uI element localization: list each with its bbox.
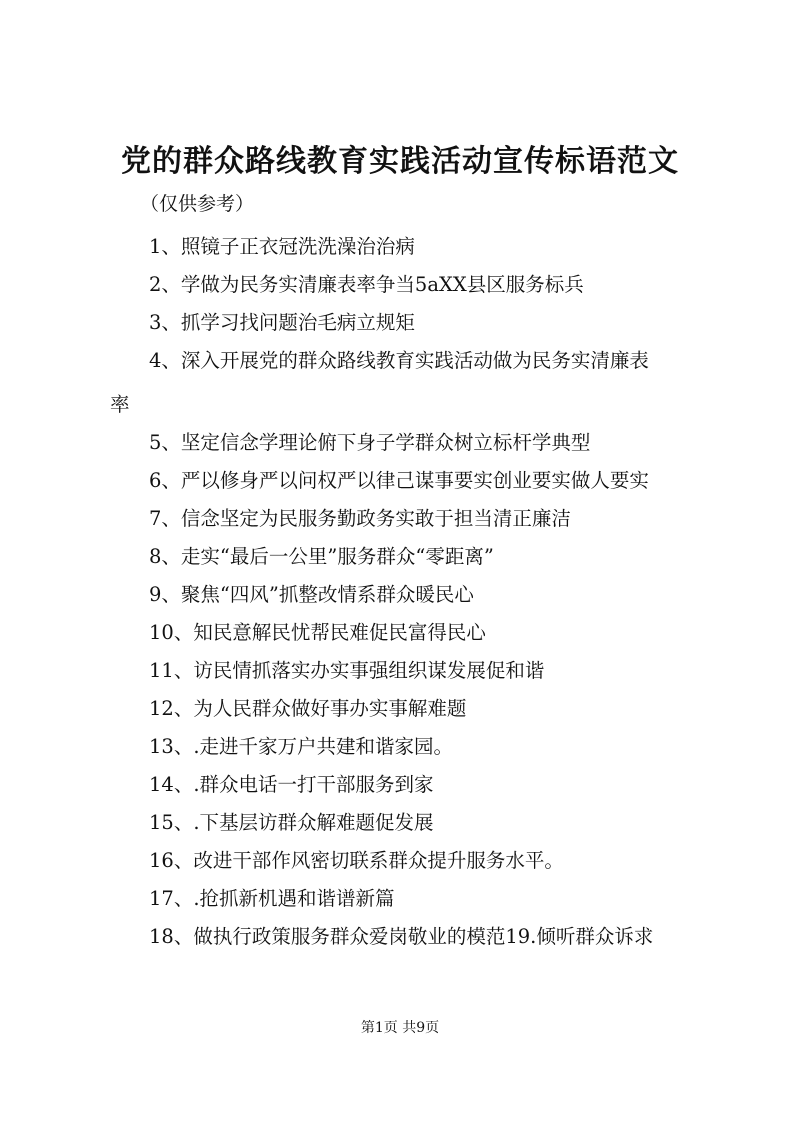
slogan-item-7: 7、信念坚定为民服务勤政务实敢于担当清正廉洁 bbox=[149, 507, 571, 530]
slogan-item-11: 11、访民情抓落实办实事强组织谋发展促和谐 bbox=[149, 659, 545, 682]
slogan-list bbox=[0, 228, 800, 956]
slogan-item-13: 13、.走进千家万户共建和谐家园。 bbox=[149, 735, 454, 758]
slogan-item-1: 1、照镜子正衣冠洗洗澡治治病 bbox=[149, 235, 415, 258]
slogan-item-4 bbox=[0, 342, 800, 424]
slogan-item-6: 6、严以修身严以问权严以律己谋事要实创业要实做人要实 bbox=[149, 469, 649, 492]
slogan-item-5: 5、坚定信念学理论俯下身子学群众树立标杆学典型 bbox=[149, 431, 591, 454]
slogan-item-3: 3、抓学习找问题治毛病立规矩 bbox=[149, 311, 415, 334]
slogan-item-12: 12、为人民群众做好事办实事解难题 bbox=[149, 697, 467, 720]
document-subtitle: （仅供参考） bbox=[140, 193, 255, 215]
slogan-item-14: 14、.群众电话一打干部服务到家 bbox=[149, 773, 434, 796]
slogan-item-4-line-2: 率 bbox=[110, 393, 130, 416]
slogan-item-9: 9、聚焦“四风”抓整改情系群众暖民心 bbox=[149, 583, 474, 606]
slogan-item-4-line-1: 4、深入开展党的群众路线教育实践活动做为民务实清廉表 bbox=[149, 349, 649, 372]
slogan-item-10: 10、知民意解民忧帮民难促民富得民心 bbox=[149, 621, 486, 644]
slogan-item-17: 17、.抢抓新机遇和谐谱新篇 bbox=[149, 887, 395, 910]
slogan-item-16: 16、改进干部作风密切联系群众提升服务水平。 bbox=[149, 849, 564, 872]
document-title: 党的群众路线教育实践活动宣传标语范文 bbox=[121, 144, 679, 179]
page-footer: 第1页 共9页 bbox=[360, 1020, 440, 1036]
slogan-item-15: 15、.下基层访群众解难题促发展 bbox=[149, 811, 434, 834]
slogan-item-2: 2、学做为民务实清廉表率争当5aXX县区服务标兵 bbox=[149, 273, 584, 296]
slogan-item-18: 18、做执行政策服务群众爱岗敬业的模范19.倾听群众诉求 bbox=[149, 925, 654, 948]
slogan-item-8: 8、走实“最后一公里”服务群众“零距离” bbox=[149, 545, 494, 568]
